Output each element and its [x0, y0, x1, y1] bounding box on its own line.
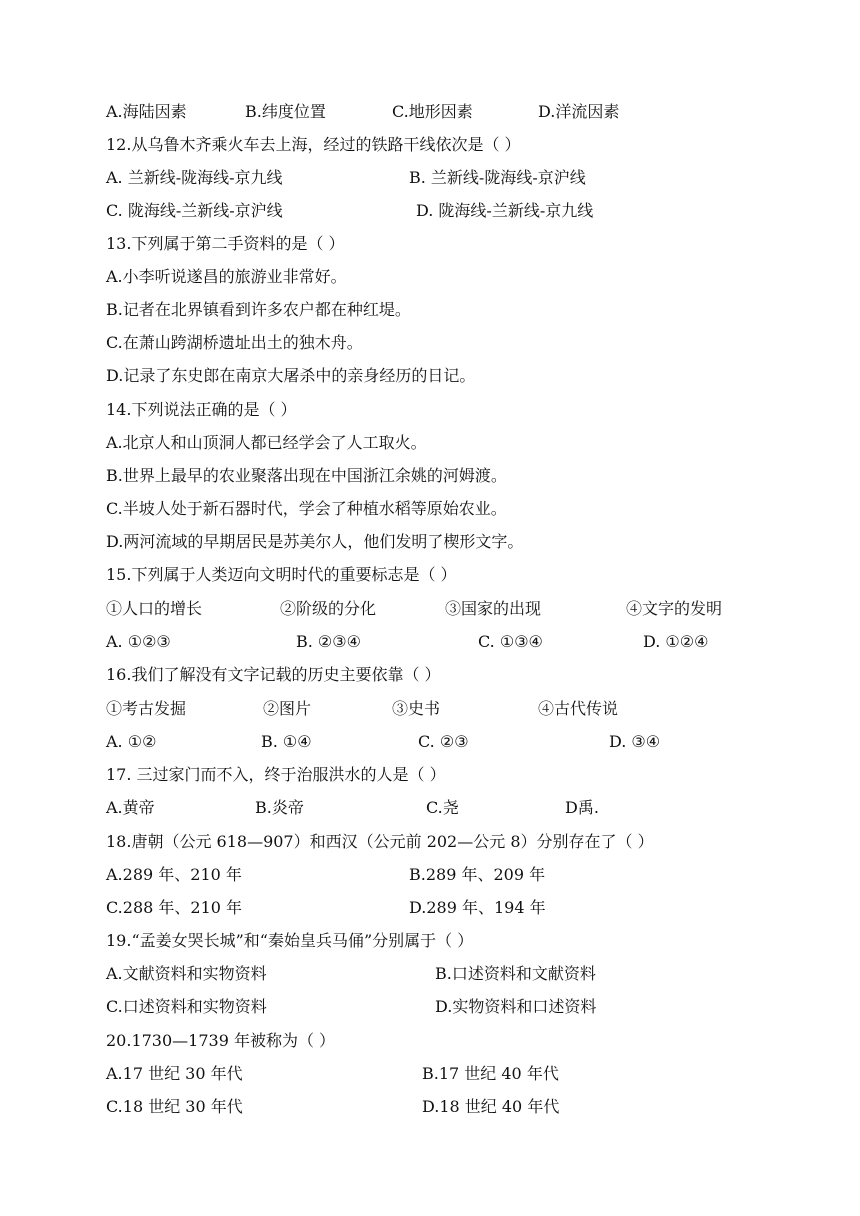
question-18-options-row2	[0, 891, 860, 924]
option-c: C.口述资料和实物资料	[106, 997, 267, 1016]
question-14-option-d: D.两河流域的早期居民是苏美尔人，他们发明了楔形文字。	[106, 532, 524, 551]
option-b: B. ①④	[261, 732, 312, 751]
option-d: D.289 年、194 年	[409, 898, 546, 917]
option-a: A. ①②③	[106, 632, 171, 651]
question-15-items	[0, 592, 860, 625]
question-15-stem: 15.下列属于人类迈向文明时代的重要标志是（ ）	[106, 565, 457, 584]
question-14-option-a: A.北京人和山顶洞人都已经学会了人工取火。	[106, 433, 427, 452]
item-2: ②图片	[263, 699, 312, 718]
option-c: C.尧	[426, 798, 459, 817]
option-c: C.288 年、210 年	[106, 898, 243, 917]
option-d: D禹.	[565, 798, 599, 817]
option-b: B. 兰新线-陇海线-京沪线	[409, 168, 586, 187]
question-20-options-row1	[0, 1057, 860, 1090]
question-19-options-row1	[0, 957, 860, 990]
option-d: D. ①②④	[643, 632, 709, 651]
question-20-options-row2	[0, 1090, 860, 1123]
question-16-items	[0, 692, 860, 725]
question-13-option-b: B.记者在北界镇看到许多农户都在种红堤。	[106, 300, 411, 319]
option-d: D. 陇海线-兰新线-京九线	[416, 201, 594, 220]
question-12-options-row2	[0, 194, 860, 227]
question-13-stem: 13.下列属于第二手资料的是（ ）	[106, 234, 345, 253]
question-14-option-b: B.世界上最早的农业聚落出现在中国浙江余姚的河姆渡。	[106, 466, 507, 485]
question-18-stem: 18.唐朝（公元 618—907）和西汉（公元前 202—公元 8）分别存在了（ ）	[106, 832, 654, 851]
question-12-options-row1	[0, 161, 860, 194]
option-a: A.海陆因素	[106, 102, 187, 121]
question-14-stem: 14.下列说法正确的是（ ）	[106, 400, 297, 419]
option-b: B.17 世纪 40 年代	[422, 1064, 559, 1083]
option-a: A. 兰新线-陇海线-京九线	[106, 168, 283, 187]
question-14-option-c: C.半坡人处于新石器时代，学会了种植水稻等原始农业。	[106, 499, 507, 518]
item-3: ③史书	[392, 699, 441, 718]
question-13-option-c: C.在萧山跨湖桥遗址出土的独木舟。	[106, 333, 363, 352]
option-a: A.黄帝	[106, 798, 155, 817]
question-15-options	[0, 625, 860, 658]
option-b: B.289 年、209 年	[409, 865, 546, 884]
option-a: A.289 年、210 年	[106, 865, 242, 884]
option-d: D.洋流因素	[538, 102, 620, 121]
question-17-options	[0, 791, 860, 824]
option-b: B.口述资料和文献资料	[435, 964, 596, 983]
question-16-options	[0, 725, 860, 758]
item-3: ③国家的出现	[445, 599, 542, 618]
option-b: B.炎帝	[255, 798, 304, 817]
option-c: C. ②③	[418, 732, 469, 751]
option-d: D.实物资料和口述资料	[435, 997, 597, 1016]
question-12-stem: 12.从乌鲁木齐乘火车去上海，经过的铁路干线依次是（ ）	[106, 135, 521, 154]
question-19-stem: 19.“孟姜女哭长城”和“秦始皇兵马俑”分别属于（ ）	[106, 931, 474, 950]
question-20-stem: 20.1730—1739 年被称为（ ）	[106, 1031, 336, 1050]
option-c: C. 陇海线-兰新线-京沪线	[106, 201, 283, 220]
item-4: ④古代传说	[538, 699, 619, 718]
item-4: ④文字的发明	[626, 599, 723, 618]
item-1: ①人口的增长	[106, 599, 203, 618]
option-c: C.地形因素	[392, 102, 473, 121]
option-b: B.纬度位置	[245, 102, 326, 121]
question-11-options	[0, 95, 860, 128]
item-2: ②阶级的分化	[280, 599, 377, 618]
option-d: D. ③④	[609, 732, 661, 751]
option-a: A.17 世纪 30 年代	[106, 1064, 243, 1083]
option-c: C. ①③④	[478, 632, 543, 651]
option-b: B. ②③④	[296, 632, 361, 651]
option-a: A. ①②	[106, 732, 157, 751]
option-a: A.文献资料和实物资料	[106, 964, 267, 983]
question-13-option-a: A.小李听说遂昌的旅游业非常好。	[106, 267, 347, 286]
item-1: ①考古发掘	[106, 699, 187, 718]
question-13-option-d: D.记录了东史郎在南京大屠杀中的亲身经历的日记。	[106, 366, 476, 385]
question-17-stem: 17. 三过家门而不入，终于治服洪水的人是（ ）	[106, 765, 446, 784]
question-19-options-row2	[0, 990, 860, 1023]
option-c: C.18 世纪 30 年代	[106, 1097, 243, 1116]
option-d: D.18 世纪 40 年代	[422, 1097, 560, 1116]
question-16-stem: 16.我们了解没有文字记载的历史主要依靠（ ）	[106, 665, 441, 684]
question-18-options-row1	[0, 858, 860, 891]
